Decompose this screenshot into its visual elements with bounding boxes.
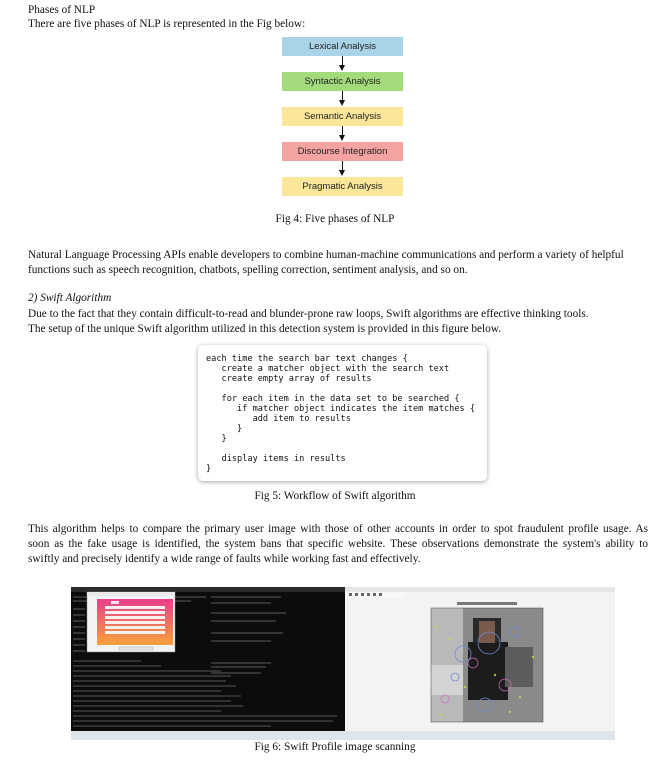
intro-text: There are five phases of NLP is represented in the Fig below: [28, 18, 306, 30]
fig6-caption: Fig 6: Swift Profile image scanning [254, 741, 416, 753]
code-line: for each item in the data set to be searched { [206, 394, 460, 404]
flow-arrow-head [339, 170, 345, 176]
flow-arrow-head [339, 65, 345, 71]
flow-arrow-head [339, 135, 345, 141]
code-line: } [206, 464, 212, 474]
terminal-screenshot [71, 587, 345, 738]
subsection-heading: 2) Swift Algorithm [28, 292, 112, 304]
fig5-caption: Fig 5: Workflow of Swift algorithm [254, 490, 416, 502]
terminal-output-graphic [71, 587, 345, 738]
paragraph-line: This algorithm helps to compare the primary user image with those of other accounts in order to spot fraudulent profile usage. As [28, 523, 648, 535]
phase-syntactic-analysis: Syntactic Analysis [282, 72, 403, 91]
flow-arrow-line [342, 126, 343, 135]
code-line: if matcher object indicates the item matches { [206, 404, 476, 414]
paragraph-line: Natural Language Processing APIs enable developers to combine human-machine communications and perform a variety of helpful [28, 249, 624, 261]
code-line: create a matcher object with the search text [206, 364, 450, 374]
image-matching-graphic [345, 587, 615, 738]
phase-discourse-integration: Discourse Integration [282, 142, 403, 161]
paragraph-line: Due to the fact that they contain difficult-to-read and blunder-prone raw loops, Swift algorithms are effective thinking tools. [28, 308, 589, 320]
flow-arrow-line [342, 91, 343, 100]
pseudocode [206, 354, 487, 474]
nlp-paragraph [28, 248, 624, 278]
image-matching-screenshot [345, 587, 615, 738]
swift-paragraph [28, 307, 589, 337]
code-line: each time the search bar text changes { [206, 354, 408, 364]
section-heading: Phases of NLP [28, 4, 96, 16]
result-paragraph [28, 522, 648, 567]
paragraph-line: swiftly and precisely identify a wide range of faults while working fast and effectively. [28, 553, 421, 565]
code-line: add item to results [206, 414, 351, 424]
flow-arrow-line [342, 56, 343, 65]
code-line: create empty array of results [206, 374, 372, 384]
code-line: } [206, 434, 227, 444]
paragraph-line: soon as the fake usage is identified, the system bans that specific website. These observations demonstrate the system's ability to [28, 538, 648, 550]
paragraph-line: functions such as speech recognition, chatbots, spelling correction, sentiment analysis, and so on. [28, 264, 468, 276]
code-line: } [206, 424, 243, 434]
phase-semantic-analysis: Semantic Analysis [282, 107, 403, 126]
phase-lexical-analysis: Lexical Analysis [282, 37, 403, 56]
flow-arrow-head [339, 100, 345, 106]
paragraph-line: The setup of the unique Swift algorithm utilized in this detection system is provided in this figure below. [28, 323, 502, 335]
code-line: display items in results [206, 454, 346, 464]
swift-pseudocode-box [198, 345, 487, 481]
fig4-caption: Fig 4: Five phases of NLP [275, 213, 395, 225]
phase-pragmatic-analysis: Pragmatic Analysis [282, 177, 403, 196]
flow-arrow-line [342, 161, 343, 170]
windows-taskbar [71, 731, 615, 740]
